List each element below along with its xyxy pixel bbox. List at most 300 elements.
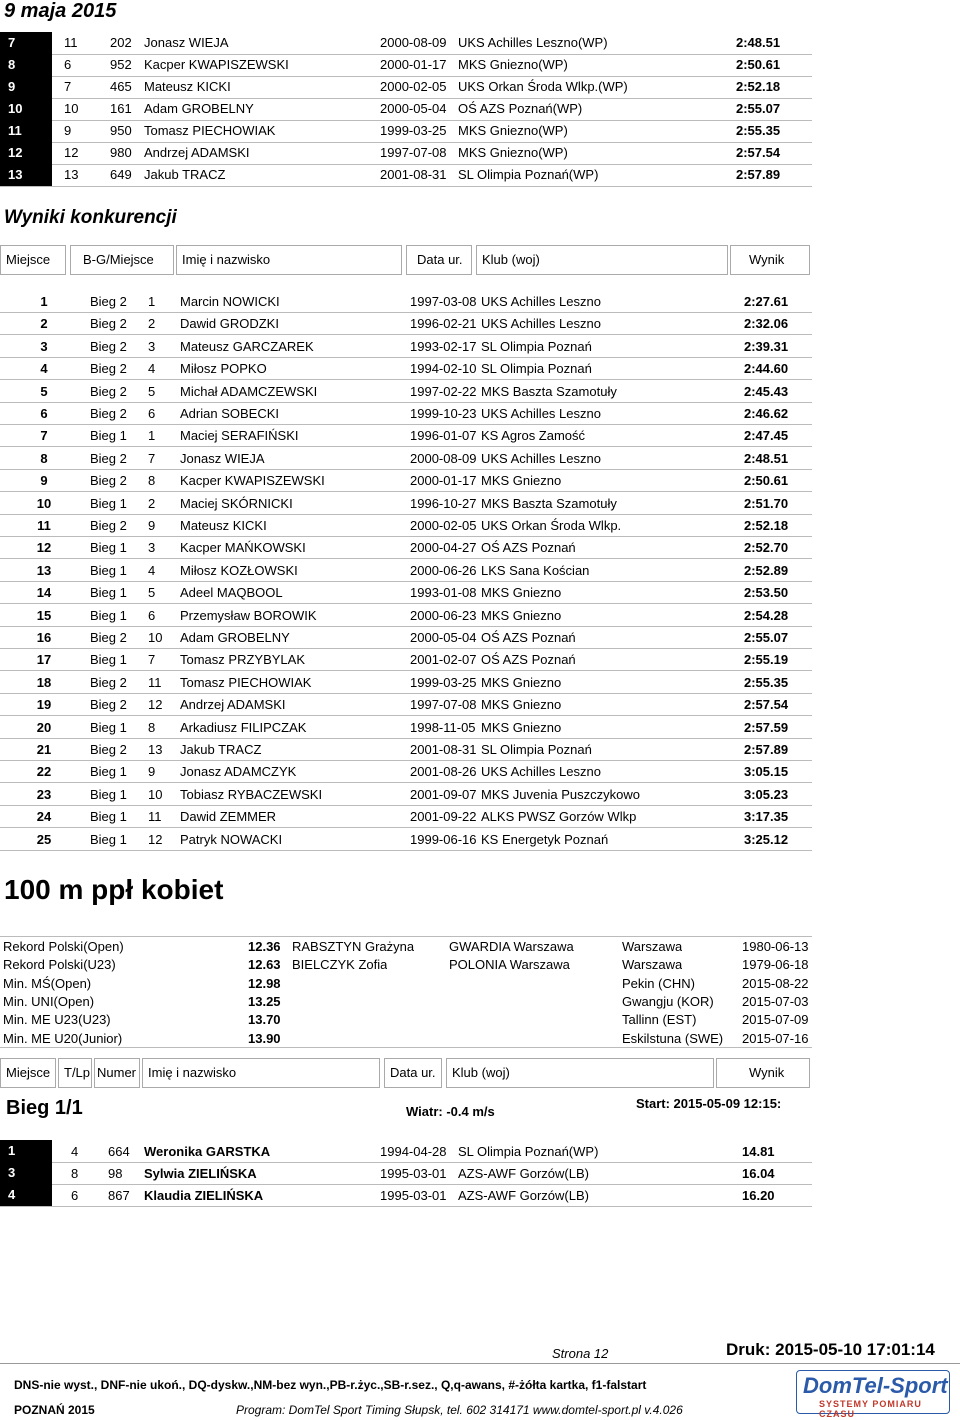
record-holder: RABSZTYN Grażyna [292,939,415,954]
club-name: MKS Gniezno [481,719,562,735]
place-cell: 15 [36,607,52,623]
result-row [0,648,812,671]
athlete-name: Przemysław BOROWIK [180,607,317,623]
result-time: 2:52.18 [744,518,789,533]
heat-cell: Bieg 1 [90,831,127,847]
athlete-name: Adrian SOBECKI [180,406,279,421]
result-row [0,402,812,425]
athlete-name: Mateusz KICKI [180,518,267,533]
athlete-name: Adam GROBELNY [180,630,290,645]
result-row [0,783,812,806]
heat-place-cell: 2 [148,495,156,511]
result-time: 2:55.35 [744,674,789,690]
athlete-name: Kacper KWAPISZEWSKI [144,57,289,72]
lane-cell: 13 [64,167,79,182]
heat-cell: Bieg 2 [90,450,127,466]
header-name: Imię i nazwisko [176,245,402,275]
club-name: LKS Sana Kościan [481,562,590,578]
athlete-name: Tomasz PIECHOWIAK [180,674,312,690]
header-miejsce: Miejsce [0,245,66,275]
birth-date: 1999-03-25 [410,674,477,690]
birth-date: 2001-08-26 [410,764,477,780]
top-result-row [0,142,812,165]
result-time: 2:55.07 [736,101,781,116]
lane-cell: 10 [64,101,79,116]
place-cell: 17 [36,652,52,668]
record-row [0,993,812,1011]
place-cell: 14 [36,585,52,601]
birth-date: 1995-03-01 [380,1166,447,1181]
logo-sub-text: SYSTEMY POMIARU CZASU [819,1399,922,1419]
club-name: KS Energetyk Poznań [481,831,609,847]
heat-cell: Bieg 2 [90,294,127,309]
heat-place-cell: 1 [148,428,156,444]
place-cell: 5 [40,383,48,399]
heat-cell: Bieg 2 [90,518,127,533]
record-value: 12.36 [248,939,281,954]
athlete-name: Jakub TRACZ [180,742,262,757]
heat-place-cell: 4 [148,361,156,377]
result-row [0,559,812,582]
heat-place-cell: 5 [148,383,156,399]
result-time: 2:55.19 [744,652,789,668]
birth-date: 2000-08-09 [410,450,477,466]
club-name: AZS-AWF Gorzów(LB) [458,1188,589,1203]
heat-place-cell: 1 [148,294,156,309]
place-cell: 20 [36,719,52,735]
lane-cell: 9 [64,123,72,138]
club-name: UKS Achilles Leszno(WP) [458,35,608,50]
record-date: 1980-06-13 [742,939,809,954]
club-name: OŚ AZS Poznań [481,652,576,668]
athlete-name: Adam GROBELNY [144,101,254,116]
club-name: OŚ AZS Poznań [481,540,576,556]
bib-cell: 950 [110,123,132,138]
record-date: 2015-07-09 [742,1012,809,1028]
birth-date: 1993-01-08 [410,585,477,601]
result-time: 2:52.70 [744,540,789,556]
place-cell: 12 [0,142,52,164]
club-name: MKS Juvenia Puszczykowo [481,786,640,802]
event-title: 100 m ppł kobiet [4,874,224,905]
club-name: SL Olimpia Poznań(WP) [458,167,599,182]
result-time: 2:52.89 [744,562,789,578]
athlete-name: Maciej SERAFIŃSKI [180,428,299,444]
top-result-row [0,32,812,55]
result-time: 2:51.70 [744,495,789,511]
club-name: OŚ AZS Poznań(WP) [458,101,583,116]
record-date: 2015-07-03 [742,993,809,1009]
athlete-name: Dawid ZEMMER [180,809,277,825]
top-result-row [0,98,812,121]
result-row [0,828,812,851]
athlete-name: Mateusz GARCZAREK [180,338,314,354]
athlete-name: Kacper MAŃKOWSKI [180,540,306,556]
birth-date: 1996-01-07 [410,428,477,444]
heat-cell: Bieg 2 [90,361,127,377]
result-row [0,424,812,447]
place-cell: 1 [0,1140,52,1162]
result-time: 2:48.51 [736,35,781,50]
result-row [0,290,812,313]
record-label: Min. UNI(Open) [3,993,95,1009]
place-cell: 2 [40,316,48,332]
birth-date: 2000-01-17 [380,57,447,72]
record-value: 13.70 [248,1012,281,1028]
birth-date: 1997-07-08 [410,697,477,713]
club-name: ALKS PWSZ Gorzów Wlkp [481,809,637,825]
birth-date: 1999-06-16 [410,831,477,847]
birth-date: 2001-02-07 [410,652,477,668]
footer-legend: DNS-nie wyst., DNF-nie ukoń., DQ-dyskw.,NM-bez wyn.,PB-r.życ.,SB-r.sez., Q,q-awans, #-żółta kartka, f1-falstart [14,1378,647,1392]
result-row [0,626,812,649]
athlete-name: Tomasz PRZYBYLAK [180,652,305,668]
place-cell: 9 [40,473,48,489]
result-row [0,693,812,716]
domtel-logo [796,1370,950,1419]
place-cell: 10 [0,98,52,120]
record-value: 12.98 [248,975,281,991]
birth-date: 2001-08-31 [410,742,477,757]
lane-cell: 12 [64,145,79,160]
result-time: 2:27.61 [744,294,789,309]
place-cell: 13 [36,562,52,578]
result-time: 2:57.59 [744,719,789,735]
club-name: MKS Gniezno(WP) [458,123,568,138]
heat-cell: Bieg 1 [90,540,127,556]
heat-place-cell: 10 [148,786,163,802]
heat-cell: Bieg 1 [90,652,127,668]
heat-header-club: Klub (woj) [446,1058,714,1088]
result-time: 2:55.35 [736,123,781,138]
birth-date: 2000-04-27 [410,540,477,556]
birth-date: 2000-06-26 [410,562,477,578]
result-row [0,447,812,470]
heat-cell: Bieg 1 [90,809,127,825]
heat-cell: Bieg 1 [90,719,127,735]
heat-place-cell: 13 [148,742,163,757]
header-club: Klub (woj) [476,245,728,275]
result-row [0,380,812,403]
birth-date: 1995-03-01 [380,1188,447,1203]
birth-date: 1998-11-05 [410,719,476,735]
athlete-name: Weronika GARSTKA [144,1144,271,1159]
result-time: 2:53.50 [744,585,789,601]
athlete-name: Andrzej ADAMSKI [180,697,286,713]
club-name: UKS Achilles Leszno [481,406,601,421]
bib-cell: 98 [108,1166,123,1181]
place-cell: 9 [0,76,52,98]
heat-place-cell: 3 [148,338,156,354]
heat-place-cell: 2 [148,316,156,332]
result-row [0,805,812,828]
club-name: UKS Achilles Leszno [481,316,601,332]
result-row [0,514,812,537]
record-label: Rekord Polski(U23) [3,957,116,973]
footer-divider [0,1363,960,1364]
club-name: KS Agros Zamość [481,428,586,444]
athlete-name: Michał ADAMCZEWSKI [180,383,318,399]
birth-date: 1997-02-22 [410,383,477,399]
record-value: 12.63 [248,957,281,973]
birth-date: 1994-02-10 [410,361,477,377]
result-row [0,716,812,739]
result-time: 2:45.43 [744,383,789,399]
athlete-name: Jonasz ADAMCZYK [180,764,297,780]
result-time: 3:05.23 [744,786,789,802]
top-result-row [0,76,812,99]
club-name: MKS Gniezno [481,674,562,690]
result-time: 2:57.89 [736,167,781,182]
athlete-name: Mateusz KICKI [144,79,231,94]
heat-cell: Bieg 2 [90,674,127,690]
heat-place-cell: 10 [148,630,163,645]
birth-date: 2000-08-09 [380,35,447,50]
record-label: Min. ME U20(Junior) [3,1030,123,1046]
heat-place-cell: 12 [148,831,163,847]
heat-header-dob: Data ur. [384,1058,442,1088]
record-club: POLONIA Warszawa [449,957,570,973]
place-cell: 16 [36,630,52,645]
birth-date: 1999-10-23 [410,406,477,421]
heat-title: Bieg 1/1 [6,1097,83,1119]
heat-cell: Bieg 2 [90,630,127,645]
heat-place-cell: 8 [148,719,156,735]
club-name: UKS Achilles Leszno [481,450,601,466]
result-time: 2:57.54 [736,145,781,160]
heat-place-cell: 7 [148,652,156,668]
record-row [0,938,812,956]
birth-date: 2000-02-05 [410,518,477,533]
result-time: 2:57.54 [744,697,789,713]
heat-header-tlp: T/Lp [58,1058,92,1088]
lane-cell: 6 [71,1188,79,1203]
heat-cell: Bieg 1 [90,562,127,578]
page-date-title: 9 maja 2015 [4,0,117,22]
club-name: UKS Achilles Leszno [481,294,601,309]
birth-date: 2000-01-17 [410,473,477,489]
result-time: 2:39.31 [744,338,789,354]
place-cell: 4 [0,1184,52,1206]
place-cell: 8 [40,450,48,466]
result-time: 2:32.06 [744,316,789,332]
record-row [0,1030,812,1048]
heat-cell: Bieg 1 [90,607,127,623]
result-row [0,312,812,335]
bib-cell: 980 [110,145,132,160]
logo-main-text: DomTel-Sport [803,1373,948,1398]
footer-city: POZNAŃ 2015 [14,1403,95,1417]
athlete-name: Patryk NOWACKI [180,831,283,847]
birth-date: 1996-02-21 [410,316,477,332]
place-cell: 11 [0,120,52,142]
heat-place-cell: 9 [148,764,156,780]
header-bg-miejsce: B-G/Miejsce [70,245,174,275]
record-row [0,956,812,974]
athlete-name: Tomasz PIECHOWIAK [144,123,276,138]
result-row [0,760,812,783]
heat-header-numer: Numer [94,1058,140,1088]
record-holder: BIELCZYK Zofia [292,957,388,973]
athlete-name: Maciej SKÓRNICKI [180,495,293,511]
heat-cell: Bieg 2 [90,338,127,354]
lane-cell: 8 [71,1166,79,1181]
birth-date: 2001-09-07 [410,786,477,802]
club-name: MKS Baszta Szamotuły [481,383,617,399]
record-row [0,1011,812,1029]
club-name: MKS Gniezno [481,585,562,601]
birth-date: 1997-07-08 [380,145,447,160]
club-name: SL Olimpia Poznań(WP) [458,1144,599,1159]
heat-cell: Bieg 1 [90,585,127,601]
header-dob: Data ur. [406,245,472,275]
athlete-name: Dawid GRODZKI [180,316,279,332]
record-place: Warszawa [622,939,683,954]
record-date: 1979-06-18 [742,957,809,973]
result-time: 2:52.18 [736,79,781,94]
athlete-name: Kacper KWAPISZEWSKI [180,473,325,489]
club-name: UKS Orkan Środa Wlkp. [481,518,622,533]
print-timestamp: Druk: 2015-05-10 17:01:14 [726,1340,935,1359]
birth-date: 2001-09-22 [410,809,477,825]
athlete-name: Klaudia ZIELIŃSKA [144,1188,264,1203]
athlete-name: Miłosz KOZŁOWSKI [180,562,298,578]
record-value: 13.25 [248,993,281,1009]
heat-place-cell: 8 [148,473,156,489]
heat-place-cell: 9 [148,518,156,533]
place-cell: 10 [36,495,52,511]
club-name: MKS Gniezno(WP) [458,145,568,160]
heat-cell: Bieg 1 [90,495,127,511]
club-name: AZS-AWF Gorzów(LB) [458,1166,589,1181]
result-time: 2:50.61 [736,57,781,72]
page-number: Strona 12 [552,1346,609,1361]
result-time: 3:17.35 [744,809,789,825]
record-place: Pekin (CHN) [622,975,695,991]
footer-program: Program: DomTel Sport Timing Słupsk, tel. 602 314171 www.domtel-sport.pl v.4.026 [236,1403,683,1417]
heat-place-cell: 5 [148,585,156,601]
athlete-name: Miłosz POPKO [180,361,267,377]
record-row [0,975,812,993]
heat-place-cell: 12 [148,697,163,713]
top-result-row [0,120,812,143]
bib-cell: 649 [110,167,132,182]
heat-place-cell: 4 [148,562,156,578]
result-time: 2:48.51 [744,450,789,466]
place-cell: 7 [40,428,48,444]
bib-cell: 952 [110,57,132,72]
bib-cell: 202 [110,35,132,50]
birth-date: 2000-05-04 [380,101,447,116]
result-row [0,536,812,559]
club-name: SL Olimpia Poznań [481,338,592,354]
result-row [0,335,812,358]
place-cell: 6 [40,406,48,421]
result-time: 2:57.89 [744,742,789,757]
heat-row [0,1184,812,1207]
heat-row [0,1162,812,1185]
place-cell: 11 [37,518,51,533]
heat-place-cell: 7 [148,450,156,466]
lane-cell: 11 [64,35,78,50]
birth-date: 2001-08-31 [380,167,447,182]
result-time: 16.04 [742,1166,775,1181]
place-cell: 4 [40,361,48,377]
result-row [0,581,812,604]
bib-cell: 161 [110,101,132,116]
record-place: Eskilstuna (SWE) [622,1030,724,1046]
birth-date: 1994-04-28 [380,1144,447,1159]
birth-date: 1993-02-17 [410,338,477,354]
club-name: SL Olimpia Poznań [481,361,592,377]
bib-cell: 664 [108,1144,130,1159]
athlete-name: Jonasz WIEJA [144,35,229,50]
record-value: 13.90 [248,1030,281,1046]
heat-cell: Bieg 2 [90,406,127,421]
club-name: OŚ AZS Poznań [481,630,576,645]
result-row [0,469,812,492]
athlete-name: Jonasz WIEJA [180,450,265,466]
club-name: MKS Gniezno [481,697,562,713]
birth-date: 2000-05-04 [410,630,477,645]
birth-date: 1996-10-27 [410,495,477,511]
place-cell: 12 [36,540,52,556]
result-time: 2:47.45 [744,428,789,444]
result-time: 16.20 [742,1188,775,1203]
heat-place-cell: 11 [148,809,162,825]
place-cell: 1 [40,294,48,309]
heat-cell: Bieg 2 [90,473,127,489]
place-cell: 7 [0,32,52,54]
club-name: UKS Orkan Środa Wlkp.(WP) [458,79,628,94]
result-row [0,357,812,380]
result-row [0,671,812,694]
record-date: 2015-07-16 [742,1030,809,1046]
place-cell: 23 [36,786,52,802]
place-cell: 22 [36,764,52,780]
heat-header-name: Imię i nazwisko [142,1058,380,1088]
athlete-name: Andrzej ADAMSKI [144,145,250,160]
bib-cell: 465 [110,79,132,94]
heat-place-cell: 11 [148,674,162,690]
birth-date: 1999-03-25 [380,123,447,138]
heat-place-cell: 3 [148,540,156,556]
record-place: Warszawa [622,957,683,973]
result-time: 14.81 [742,1144,775,1159]
club-name: MKS Gniezno(WP) [458,57,568,72]
heat-cell: Bieg 1 [90,786,127,802]
place-cell: 24 [36,809,52,825]
place-cell: 19 [36,697,52,713]
result-row [0,738,812,761]
record-label: Rekord Polski(Open) [3,939,124,954]
heat-wind: Wiatr: -0.4 m/s [406,1104,495,1119]
record-place: Gwangju (KOR) [622,993,714,1009]
heat-cell: Bieg 1 [90,764,127,780]
club-name: MKS Gniezno [481,473,562,489]
birth-date: 2000-06-23 [410,607,477,623]
lane-cell: 7 [64,79,72,94]
place-cell: 13 [0,164,52,186]
record-label: Min. ME U23(U23) [3,1012,111,1028]
result-time: 2:44.60 [744,361,789,377]
club-name: SL Olimpia Poznań [481,742,592,757]
place-cell: 18 [36,674,52,690]
athlete-name: Jakub TRACZ [144,167,226,182]
heat-header-miejsce: Miejsce [0,1058,56,1088]
place-cell: 3 [40,338,48,354]
record-club: GWARDIA Warszawa [449,939,574,954]
